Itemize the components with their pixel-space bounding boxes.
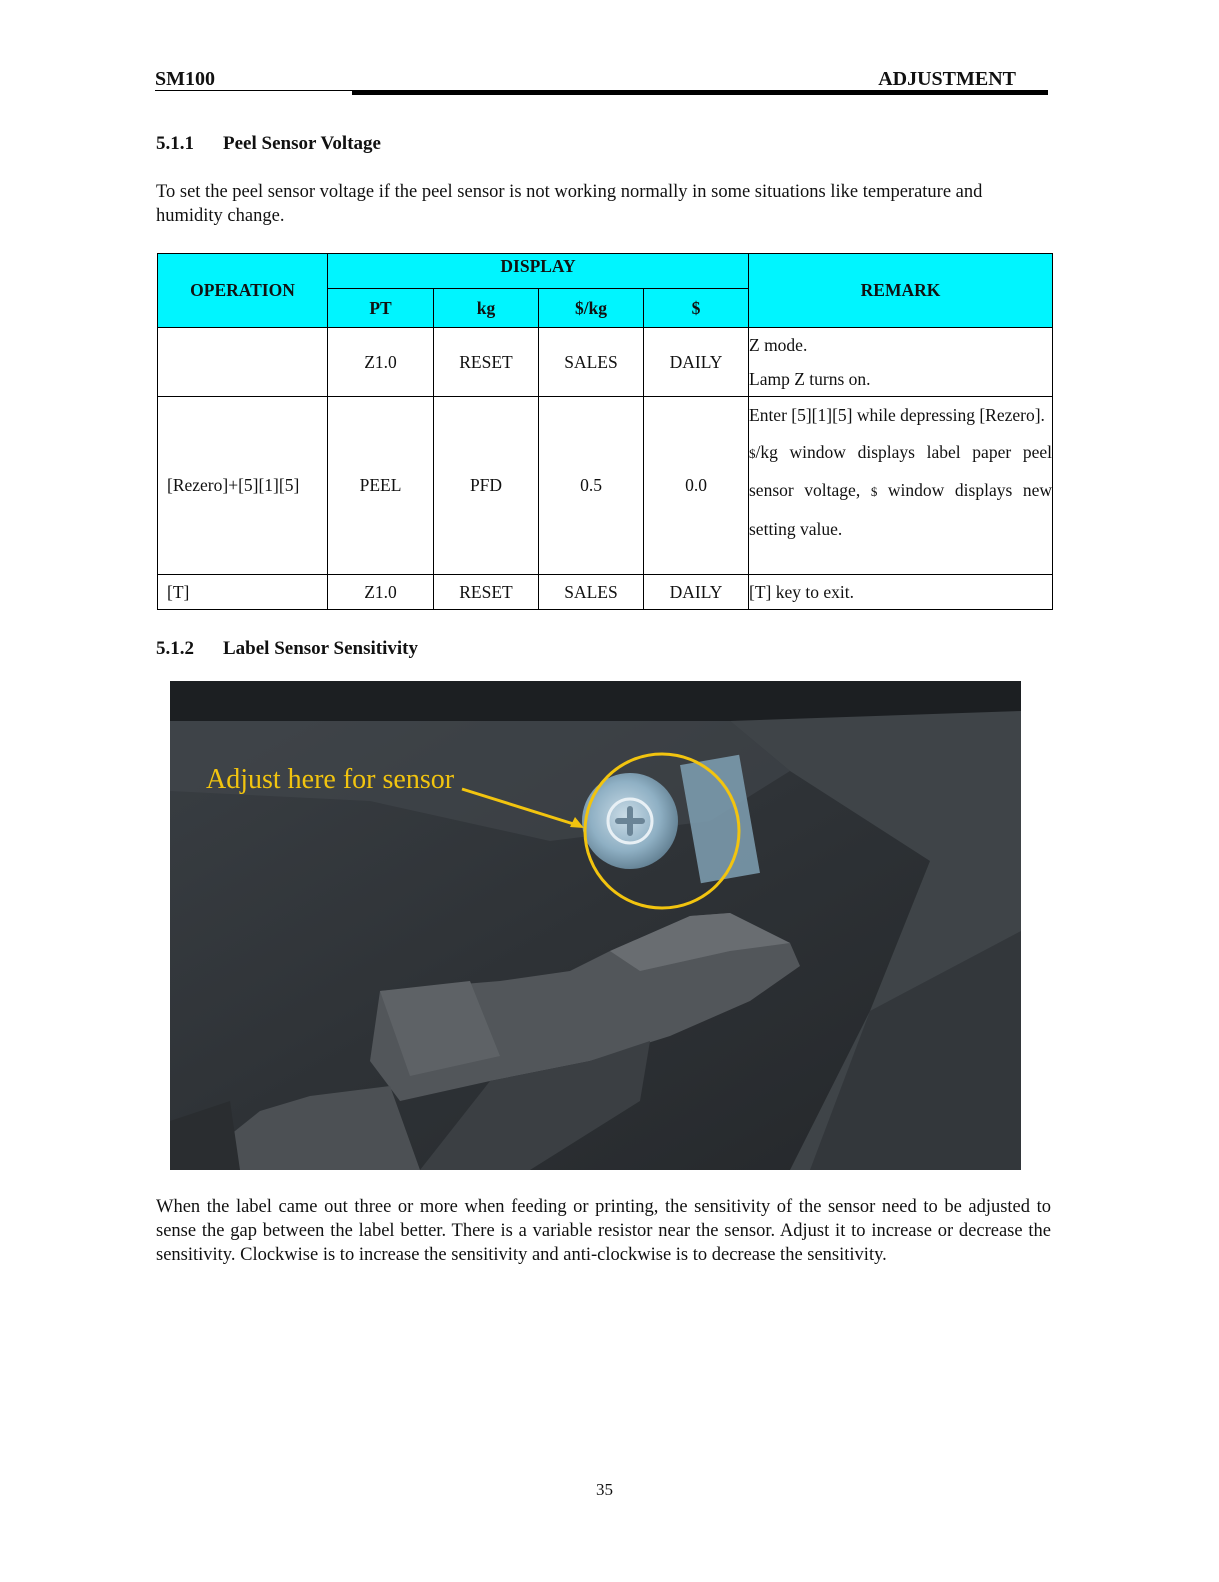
cell-remark xyxy=(749,328,1053,397)
section-title: Label Sensor Sensitivity xyxy=(223,638,418,659)
cell-kg: RESET xyxy=(434,575,539,610)
cell-price-per-kg: 0.5 xyxy=(539,397,644,575)
section-heading-label-sensor xyxy=(156,638,418,660)
section-title: Peel Sensor Voltage xyxy=(223,133,381,154)
remark-line: Enter [5][1][5] while depressing [Rezero]. xyxy=(749,405,1045,425)
page-header xyxy=(155,68,1048,92)
cell-operation xyxy=(158,328,328,397)
header-chapter: ADJUSTMENT xyxy=(878,68,1016,90)
header-remark: REMARK xyxy=(749,254,1053,328)
cell-price: DAILY xyxy=(644,575,749,610)
dollar-sign: $ xyxy=(870,484,878,499)
section-body: When the label came out three or more when feeding or printing, the sensitivity of the sensor need to be adjusted to sense the gap between the label better. There is a variable resistor near the sensor. Adjust it to increase or decrease the sensitivity. Clockwise is to increase the sensitivity and anti-clockwise is to decrease the sensitivity. xyxy=(156,1197,1051,1265)
header-price: $ xyxy=(644,289,749,328)
header-display: DISPLAY xyxy=(328,254,749,289)
cell-price-per-kg: SALES xyxy=(539,575,644,610)
dollar-sign: $ xyxy=(749,445,756,461)
header-kg: kg xyxy=(434,289,539,328)
sensor-photo xyxy=(170,681,1021,1170)
table-row xyxy=(158,328,1053,397)
cell-kg: RESET xyxy=(434,328,539,397)
header-product: SM100 xyxy=(155,68,215,90)
cell-pt: PEEL xyxy=(328,397,434,575)
cell-operation: [T] xyxy=(158,575,328,610)
header-price-per-kg: $/kg xyxy=(539,289,644,328)
table-row xyxy=(158,397,1053,575)
section-number: 5.1.1 xyxy=(156,133,194,154)
cell-operation: [Rezero]+[5][1][5] xyxy=(158,397,328,575)
sensor-photo-illustration xyxy=(170,681,1021,1170)
remark-line: $/kg window displays label paper peel sensor voltage, $ window displays new setting value. xyxy=(749,441,1053,539)
remark-line: [T] key to exit. xyxy=(749,581,854,602)
photo-annotation-label: Adjust here for sensor xyxy=(206,764,455,795)
header-pt: PT xyxy=(328,289,434,328)
cell-pt: Z1.0 xyxy=(328,328,434,397)
page-number: 35 xyxy=(596,1480,613,1499)
cell-kg: PFD xyxy=(434,397,539,575)
section-heading-peel xyxy=(156,133,381,155)
peel-sensor-table xyxy=(157,253,1053,610)
cell-remark xyxy=(749,397,1053,575)
section-number: 5.1.2 xyxy=(156,638,194,659)
cell-price-per-kg: SALES xyxy=(539,328,644,397)
header-operation: OPERATION xyxy=(158,254,328,328)
cell-price: 0.0 xyxy=(644,397,749,575)
header-rule-thick xyxy=(352,91,1048,95)
remark-line: Z mode. xyxy=(749,335,808,355)
section-intro: To set the peel sensor voltage if the peel sensor is not working normally in some situations like temperature and humidity change. xyxy=(156,182,983,226)
cell-pt: Z1.0 xyxy=(328,575,434,610)
cell-price: DAILY xyxy=(644,328,749,397)
remark-line: Lamp Z turns on. xyxy=(749,369,871,389)
table-row xyxy=(158,575,1053,610)
cell-remark xyxy=(749,575,1053,610)
